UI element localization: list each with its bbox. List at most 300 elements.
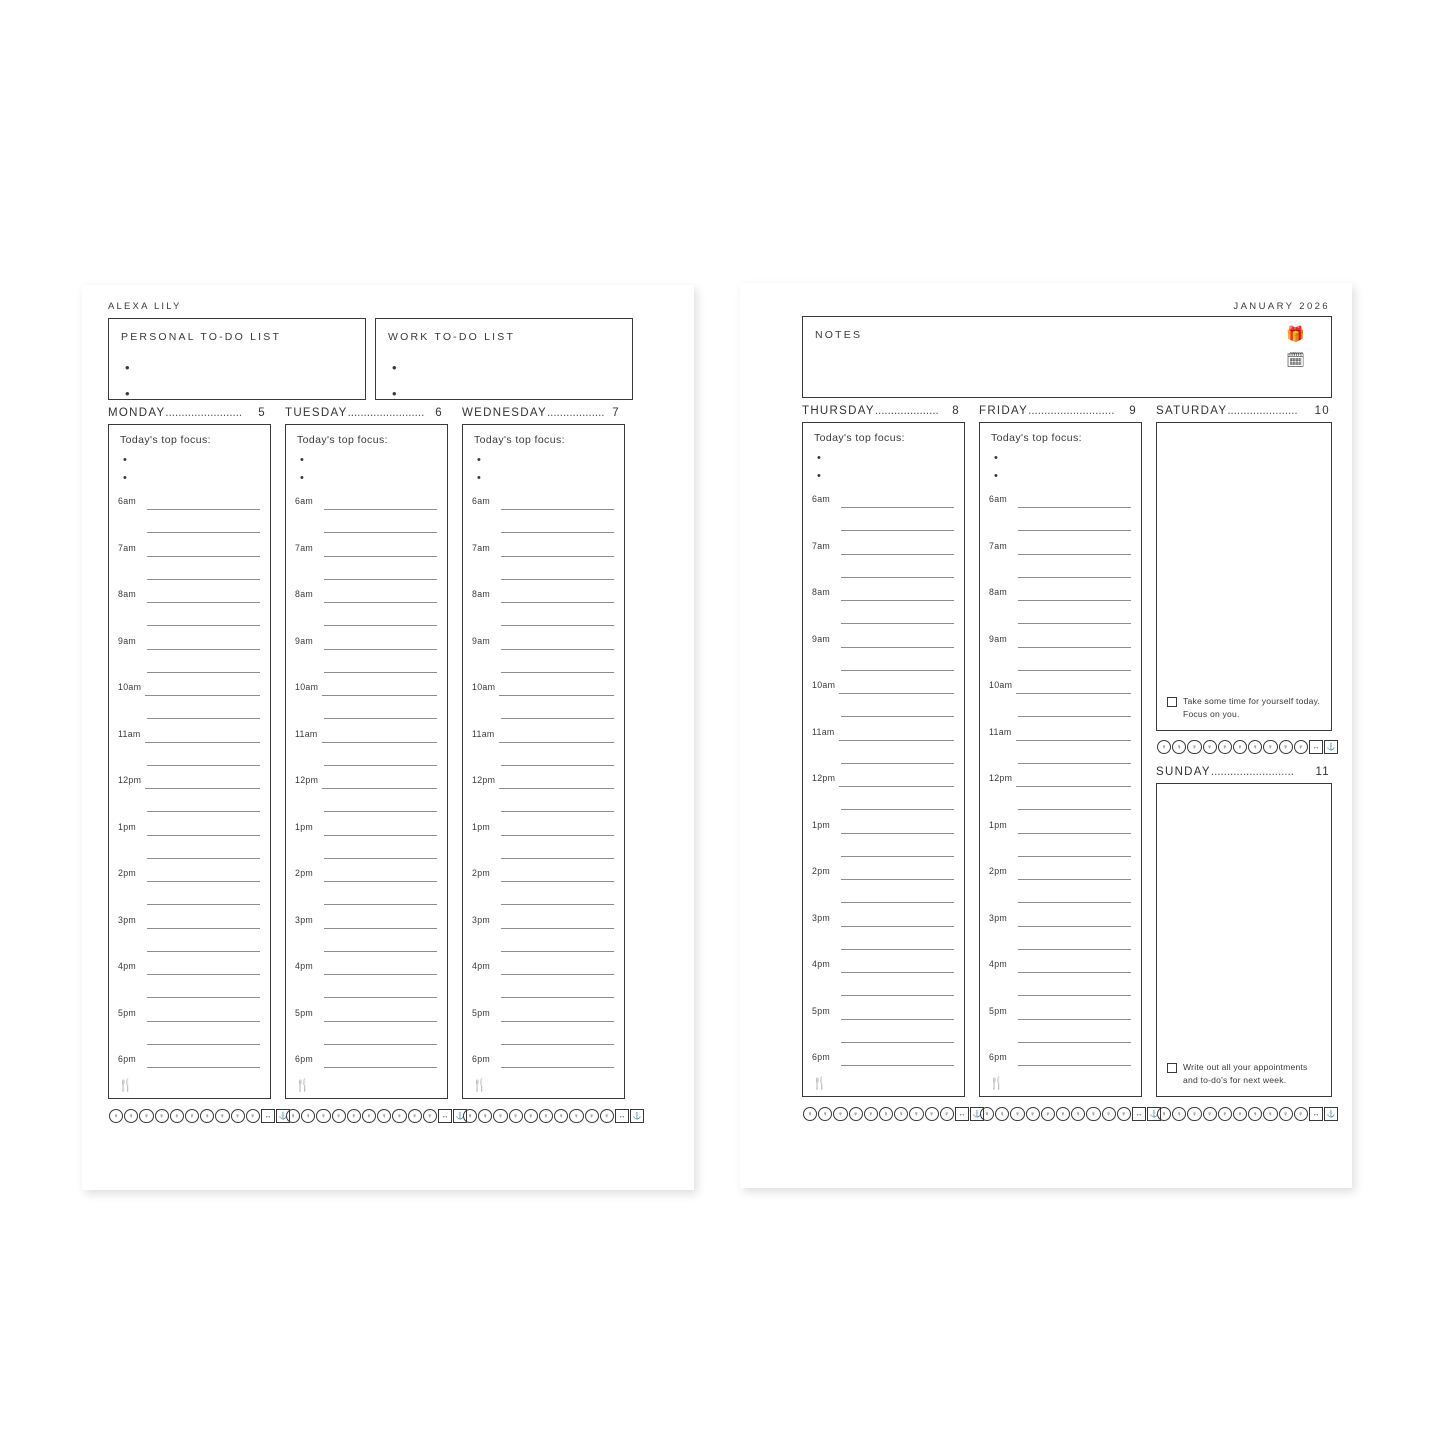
hour-line[interactable] <box>1018 647 1131 648</box>
hour-line[interactable] <box>1018 833 1131 834</box>
checkbox-icon[interactable] <box>1167 697 1177 707</box>
hour-line[interactable] <box>324 602 437 603</box>
notes-box[interactable] <box>802 316 1332 398</box>
hour-label: 9am <box>118 635 137 646</box>
hour-row <box>463 910 624 957</box>
day-number: 6 <box>435 407 443 419</box>
habit-tracker-sunday[interactable] <box>1157 1107 1338 1121</box>
hour-line[interactable] <box>841 995 954 996</box>
hour-line[interactable] <box>324 835 437 836</box>
tracker-circle[interactable]: ♀ <box>1187 1107 1201 1121</box>
hour-row <box>463 1003 624 1050</box>
tracker-square[interactable]: ⚓ <box>1324 1107 1338 1121</box>
hour-line[interactable] <box>501 602 614 603</box>
hour-line[interactable] <box>841 647 954 648</box>
hour-row <box>109 770 270 817</box>
hour-line[interactable] <box>841 879 954 880</box>
tracker-circle[interactable]: ♀ <box>1263 1107 1277 1121</box>
hour-line[interactable] <box>1018 1019 1131 1020</box>
hour-row <box>803 861 964 908</box>
hour-line[interactable] <box>499 695 614 696</box>
hour-line[interactable] <box>324 997 437 998</box>
list-item: • <box>300 472 304 484</box>
tracker-circle[interactable]: ♀ <box>231 1109 245 1123</box>
hour-line[interactable] <box>324 904 437 905</box>
hour-line[interactable] <box>501 649 614 650</box>
tracker-circle[interactable]: ♀ <box>1010 1107 1024 1121</box>
hour-label: 5pm <box>989 1005 1008 1016</box>
habit-tracker-wednesday[interactable] <box>463 1109 644 1123</box>
hour-line[interactable] <box>147 928 260 929</box>
tracker-circle[interactable]: ♀ <box>286 1109 300 1123</box>
hour-line[interactable] <box>324 881 437 882</box>
hour-line[interactable] <box>324 765 437 766</box>
hour-line[interactable] <box>147 835 260 836</box>
tracker-circle[interactable]: ♀ <box>392 1109 406 1123</box>
hour-line[interactable] <box>501 625 614 626</box>
focus-label: Today's top focus: <box>991 432 1082 444</box>
hour-line[interactable] <box>147 904 260 905</box>
tip-text: Write out all your appointments and to-do's for next week. <box>1183 1062 1308 1085</box>
tracker-circle[interactable]: ♀ <box>1157 1107 1171 1121</box>
personal-todo-box[interactable] <box>108 318 366 400</box>
day-column-wednesday[interactable] <box>462 424 625 1099</box>
hour-line[interactable] <box>1018 554 1131 555</box>
habit-tracker-friday[interactable] <box>980 1107 1161 1121</box>
hour-line[interactable] <box>1018 902 1131 903</box>
tracker-square[interactable]: ↔ <box>261 1109 275 1123</box>
hour-line[interactable] <box>147 672 260 673</box>
hour-line[interactable] <box>147 532 260 533</box>
hour-line[interactable] <box>839 786 954 787</box>
hour-line[interactable] <box>324 556 437 557</box>
tracker-square[interactable]: ↔ <box>1132 1107 1146 1121</box>
hour-line[interactable] <box>324 579 437 580</box>
hour-line[interactable] <box>147 602 260 603</box>
tracker-circle[interactable]: ♀ <box>1086 1107 1100 1121</box>
hour-line[interactable] <box>147 811 260 812</box>
hour-line[interactable] <box>1018 926 1131 927</box>
hour-label: 4pm <box>812 959 831 969</box>
tracker-circle[interactable]: ♀ <box>1294 1107 1308 1121</box>
hour-row <box>980 908 1141 955</box>
tracker-square[interactable]: ⚓ <box>276 1109 290 1123</box>
tracker-circle[interactable]: ♀ <box>1056 1107 1070 1121</box>
tracker-circle[interactable]: ♀ <box>1279 740 1293 754</box>
tracker-circle[interactable]: ♀ <box>585 1109 599 1123</box>
hour-row <box>109 584 270 631</box>
hour-label: 1pm <box>295 821 314 832</box>
hour-line[interactable] <box>501 835 614 836</box>
hour-line[interactable] <box>147 649 260 650</box>
saturday-tip[interactable] <box>1167 695 1323 720</box>
tracker-circle[interactable]: ♀ <box>1187 740 1201 754</box>
tracker-circle[interactable]: ♀ <box>980 1107 994 1121</box>
hour-line[interactable] <box>1016 786 1131 787</box>
hour-row <box>109 910 270 957</box>
hour-line[interactable] <box>1018 949 1131 950</box>
hour-row <box>286 1049 447 1096</box>
hour-line[interactable] <box>147 579 260 580</box>
hour-row <box>803 954 964 1001</box>
tracker-circle[interactable]: ♀ <box>347 1109 361 1123</box>
hour-line[interactable] <box>147 556 260 557</box>
tracker-circle[interactable]: ♀ <box>569 1109 583 1123</box>
hour-label: 5pm <box>295 1007 314 1018</box>
tracker-circle[interactable]: ♀ <box>1248 740 1262 754</box>
hour-line[interactable] <box>147 625 260 626</box>
tracker-circle[interactable]: ♀ <box>1294 740 1308 754</box>
hour-grid-friday <box>980 489 1141 1096</box>
tracker-circle[interactable]: ♀ <box>600 1109 614 1123</box>
tracker-circle[interactable]: ♀ <box>1218 740 1232 754</box>
hour-line[interactable] <box>322 742 437 743</box>
tracker-circle[interactable]: ♀ <box>909 1107 923 1121</box>
hour-line[interactable] <box>841 856 954 857</box>
hour-line[interactable] <box>1018 995 1131 996</box>
hour-line[interactable] <box>147 974 260 975</box>
personal-todo-bullets <box>125 355 130 407</box>
hour-line[interactable] <box>841 1065 954 1066</box>
hour-line[interactable] <box>324 858 437 859</box>
hour-line[interactable] <box>324 649 437 650</box>
hour-row <box>803 1001 964 1048</box>
tracker-circle[interactable]: ♀ <box>109 1109 123 1123</box>
hour-line[interactable] <box>841 716 954 717</box>
hour-row <box>463 538 624 585</box>
hour-label: 1pm <box>472 821 491 832</box>
hour-line[interactable] <box>501 765 614 766</box>
hour-line[interactable] <box>1018 530 1131 531</box>
hour-row <box>980 536 1141 583</box>
tracker-circle[interactable]: ♀ <box>316 1109 330 1123</box>
tracker-circle[interactable]: ♀ <box>215 1109 229 1123</box>
hour-line[interactable] <box>147 997 260 998</box>
hour-label: 8am <box>989 587 1008 597</box>
hour-line[interactable] <box>501 1021 614 1022</box>
hour-line[interactable] <box>324 928 437 929</box>
habit-tracker-monday[interactable] <box>109 1109 290 1123</box>
hour-line[interactable] <box>501 509 614 510</box>
hour-row <box>109 677 270 724</box>
tracker-square[interactable]: ↔ <box>1309 740 1323 754</box>
tracker-circle[interactable]: ♀ <box>1279 1107 1293 1121</box>
hour-label: 4pm <box>989 959 1008 969</box>
hour-line[interactable] <box>841 530 954 531</box>
tracker-circle[interactable]: ♀ <box>1248 1107 1262 1121</box>
tracker-circle[interactable]: ♀ <box>170 1109 184 1123</box>
hour-row <box>980 722 1141 769</box>
hour-line[interactable] <box>841 1019 954 1020</box>
tracker-circle[interactable]: ♀ <box>493 1109 507 1123</box>
tracker-square[interactable]: ↔ <box>615 1109 629 1123</box>
tracker-circle[interactable]: ♀ <box>995 1107 1009 1121</box>
tracker-square[interactable]: ⚓ <box>453 1109 467 1123</box>
hour-row <box>803 815 964 862</box>
hour-line[interactable] <box>1016 693 1131 694</box>
sunday-tip[interactable] <box>1167 1061 1323 1086</box>
focus-bullets <box>817 449 821 485</box>
hour-label: 7am <box>812 540 831 551</box>
tracker-circle[interactable]: ♀ <box>1233 1107 1247 1121</box>
tracker-circle[interactable]: ♀ <box>833 1107 847 1121</box>
tracker-circle[interactable]: ♀ <box>1026 1107 1040 1121</box>
hour-line[interactable] <box>147 1067 260 1068</box>
hour-line[interactable] <box>145 742 260 743</box>
hour-row <box>803 582 964 629</box>
tracker-circle[interactable]: ♀ <box>1203 1107 1217 1121</box>
tracker-circle[interactable]: ♀ <box>803 1107 817 1121</box>
tracker-circle[interactable]: ♀ <box>139 1109 153 1123</box>
tracker-circle[interactable]: ♀ <box>1218 1107 1232 1121</box>
hour-line[interactable] <box>324 509 437 510</box>
hour-row <box>286 677 447 724</box>
tracker-circle[interactable]: ♀ <box>1263 740 1277 754</box>
tracker-circle[interactable]: ♀ <box>423 1109 437 1123</box>
tracker-square[interactable]: ⚓ <box>630 1109 644 1123</box>
tracker-circle[interactable]: ♀ <box>246 1109 260 1123</box>
left-page <box>82 285 694 1190</box>
hour-line[interactable] <box>1018 600 1131 601</box>
tracker-square[interactable]: ↔ <box>955 1107 969 1121</box>
hour-line[interactable] <box>324 1044 437 1045</box>
habit-tracker-tuesday[interactable] <box>286 1109 467 1123</box>
tracker-square[interactable]: ⚓ <box>1324 740 1338 754</box>
tracker-square[interactable]: ↔ <box>1309 1107 1323 1121</box>
hour-line[interactable] <box>501 1044 614 1045</box>
hour-row <box>980 675 1141 722</box>
hour-line[interactable] <box>147 858 260 859</box>
hour-line[interactable] <box>324 672 437 673</box>
notes-title: NOTES <box>815 329 863 341</box>
day-column-sunday[interactable] <box>1156 783 1332 1097</box>
hour-line[interactable] <box>1018 507 1131 508</box>
hour-line[interactable] <box>839 693 954 694</box>
tracker-circle[interactable]: ♀ <box>362 1109 376 1123</box>
hour-line[interactable] <box>841 507 954 508</box>
hour-label: 7am <box>118 542 137 553</box>
tracker-circle[interactable]: ♀ <box>332 1109 346 1123</box>
hour-line[interactable] <box>1016 740 1131 741</box>
hour-line[interactable] <box>1018 623 1131 624</box>
day-dots: ...................... <box>1227 405 1298 417</box>
hour-line[interactable] <box>841 623 954 624</box>
list-item: • <box>123 472 127 484</box>
hour-line[interactable] <box>501 951 614 952</box>
hour-row <box>286 770 447 817</box>
hour-label: 10am <box>472 682 496 692</box>
tracker-circle[interactable]: ♀ <box>1233 740 1247 754</box>
hour-line[interactable] <box>501 556 614 557</box>
habit-tracker-thursday[interactable] <box>803 1107 984 1121</box>
hour-line[interactable] <box>841 972 954 973</box>
hour-line[interactable] <box>841 833 954 834</box>
hour-label: 9am <box>989 633 1008 644</box>
hour-line[interactable] <box>501 811 614 812</box>
tracker-circle[interactable]: ♀ <box>524 1109 538 1123</box>
tracker-circle[interactable]: ♀ <box>1203 740 1217 754</box>
tracker-square[interactable]: ⚓ <box>1147 1107 1161 1121</box>
tracker-circle[interactable]: ♀ <box>155 1109 169 1123</box>
hour-line[interactable] <box>841 763 954 764</box>
hour-line[interactable] <box>147 881 260 882</box>
tracker-circle[interactable]: ♀ <box>463 1109 477 1123</box>
hour-line[interactable] <box>1018 577 1131 578</box>
hour-line[interactable] <box>1018 1065 1131 1066</box>
hour-line[interactable] <box>1018 670 1131 671</box>
hour-line[interactable] <box>1018 972 1131 973</box>
hour-line[interactable] <box>1018 1042 1131 1043</box>
tracker-circle[interactable]: ♀ <box>124 1109 138 1123</box>
hour-row <box>286 724 447 771</box>
habit-tracker-saturday[interactable] <box>1157 740 1338 754</box>
hour-line[interactable] <box>322 788 437 789</box>
focus-label: Today's top focus: <box>474 434 565 446</box>
hour-label: 3pm <box>989 912 1008 923</box>
tracker-circle[interactable]: ♀ <box>200 1109 214 1123</box>
hour-row <box>463 1049 624 1096</box>
tracker-circle[interactable]: ♀ <box>1041 1107 1055 1121</box>
tracker-circle[interactable]: ♀ <box>1172 1107 1186 1121</box>
hour-line[interactable] <box>322 695 437 696</box>
tracker-circle[interactable]: ♀ <box>1172 740 1186 754</box>
hour-label: 12pm <box>118 775 142 785</box>
hour-row <box>463 491 624 538</box>
hour-line[interactable] <box>1018 716 1131 717</box>
tracker-circle[interactable]: ♀ <box>1117 1107 1131 1121</box>
hour-line[interactable] <box>501 718 614 719</box>
hour-line[interactable] <box>1018 809 1131 810</box>
list-item: • <box>817 452 821 464</box>
hour-line[interactable] <box>841 902 954 903</box>
day-column-saturday[interactable] <box>1156 422 1332 731</box>
hour-grid-monday <box>109 491 270 1098</box>
hour-line[interactable] <box>501 858 614 859</box>
hour-line[interactable] <box>324 974 437 975</box>
hour-line[interactable] <box>841 577 954 578</box>
hour-label: 6am <box>472 496 491 506</box>
tracker-circle[interactable]: ♀ <box>478 1109 492 1123</box>
hour-line[interactable] <box>147 1021 260 1022</box>
hour-line[interactable] <box>501 1067 614 1068</box>
hour-row <box>463 677 624 724</box>
tracker-circle[interactable]: ♀ <box>1071 1107 1085 1121</box>
hour-line[interactable] <box>324 951 437 952</box>
hour-line[interactable] <box>501 974 614 975</box>
hour-line[interactable] <box>839 740 954 741</box>
day-column-thursday[interactable] <box>802 422 965 1097</box>
meal-icon: 🍴 <box>472 1078 487 1092</box>
hour-line[interactable] <box>147 1044 260 1045</box>
hour-line[interactable] <box>147 951 260 952</box>
hour-line[interactable] <box>501 532 614 533</box>
hour-row <box>980 815 1141 862</box>
hour-label: 9am <box>812 633 831 644</box>
tracker-square[interactable]: ⚓ <box>970 1107 984 1121</box>
hour-label: 10am <box>812 680 836 690</box>
tracker-circle[interactable]: ♀ <box>879 1107 893 1121</box>
hour-line[interactable] <box>841 809 954 810</box>
tracker-circle[interactable]: ♀ <box>940 1107 954 1121</box>
hour-line[interactable] <box>147 765 260 766</box>
hour-line[interactable] <box>147 718 260 719</box>
tracker-circle[interactable]: ♀ <box>1157 740 1171 754</box>
work-todo-box[interactable] <box>375 318 633 400</box>
month-label: JANUARY 2026 <box>1233 301 1330 312</box>
hour-label: 4pm <box>118 961 137 971</box>
hour-line[interactable] <box>499 788 614 789</box>
hour-label: 6am <box>989 494 1008 504</box>
tracker-circle[interactable]: ♀ <box>377 1109 391 1123</box>
hour-row <box>463 770 624 817</box>
day-column-tuesday[interactable] <box>285 424 448 1099</box>
hour-line[interactable] <box>841 949 954 950</box>
hour-line[interactable] <box>501 928 614 929</box>
hour-line[interactable] <box>501 672 614 673</box>
hour-line[interactable] <box>501 997 614 998</box>
tracker-circle[interactable]: ♀ <box>185 1109 199 1123</box>
checkbox-icon[interactable] <box>1167 1063 1177 1073</box>
tracker-circle[interactable]: ♀ <box>1102 1107 1116 1121</box>
hour-line[interactable] <box>841 670 954 671</box>
hour-row <box>109 1003 270 1050</box>
hour-line[interactable] <box>324 1067 437 1068</box>
hour-line[interactable] <box>145 788 260 789</box>
hour-label: 10am <box>118 682 142 692</box>
hour-line[interactable] <box>501 579 614 580</box>
hour-line[interactable] <box>1018 763 1131 764</box>
day-dots: .................. <box>546 407 605 419</box>
day-number: 7 <box>612 407 620 419</box>
hour-line[interactable] <box>841 926 954 927</box>
hour-line[interactable] <box>841 600 954 601</box>
tracker-circle[interactable]: ♀ <box>925 1107 939 1121</box>
tracker-circle[interactable]: ♀ <box>408 1109 422 1123</box>
day-column-friday[interactable] <box>979 422 1142 1097</box>
hour-line[interactable] <box>324 718 437 719</box>
hour-line[interactable] <box>147 509 260 510</box>
hour-line[interactable] <box>501 881 614 882</box>
tracker-square[interactable]: ↔ <box>438 1109 452 1123</box>
tracker-circle[interactable]: ♀ <box>554 1109 568 1123</box>
tracker-circle[interactable]: ♀ <box>539 1109 553 1123</box>
hour-line[interactable] <box>1018 856 1131 857</box>
tracker-circle[interactable]: ♀ <box>864 1107 878 1121</box>
hour-label: 7am <box>295 542 314 553</box>
hour-line[interactable] <box>324 1021 437 1022</box>
hour-line[interactable] <box>324 625 437 626</box>
tracker-circle[interactable]: ♀ <box>301 1109 315 1123</box>
hour-line[interactable] <box>1018 879 1131 880</box>
hour-line[interactable] <box>841 554 954 555</box>
hour-row <box>803 489 964 536</box>
day-column-monday[interactable] <box>108 424 271 1099</box>
tracker-circle[interactable]: ♀ <box>849 1107 863 1121</box>
tracker-circle[interactable]: ♀ <box>818 1107 832 1121</box>
day-header-saturday <box>1156 405 1332 417</box>
hour-line[interactable] <box>841 1042 954 1043</box>
tracker-circle[interactable]: ♀ <box>894 1107 908 1121</box>
tracker-circle[interactable]: ♀ <box>509 1109 523 1123</box>
hour-row <box>980 861 1141 908</box>
hour-line[interactable] <box>324 811 437 812</box>
hour-label: 5pm <box>472 1007 491 1018</box>
hour-line[interactable] <box>324 532 437 533</box>
hour-line[interactable] <box>145 695 260 696</box>
hour-line[interactable] <box>499 742 614 743</box>
hour-row <box>803 722 964 769</box>
hour-line[interactable] <box>501 904 614 905</box>
